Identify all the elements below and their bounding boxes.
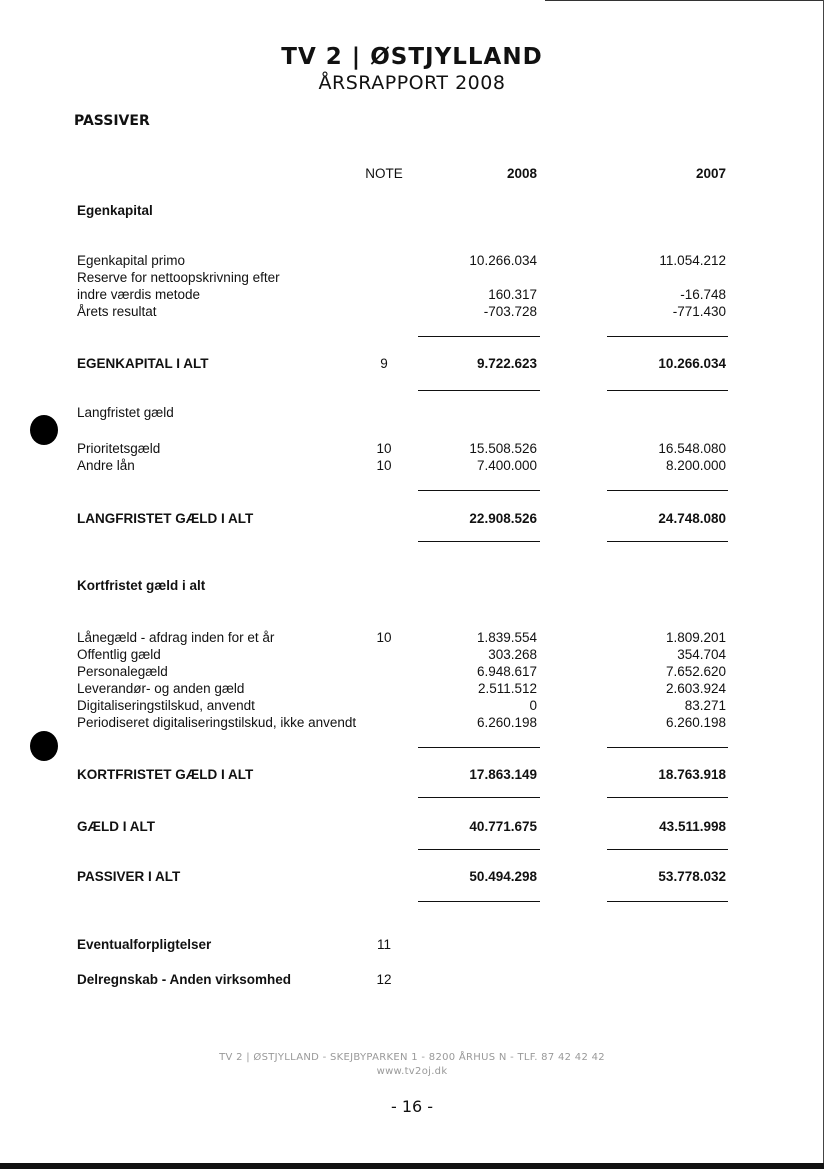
punch-hole	[30, 731, 58, 761]
row-label: Egenkapital primo	[77, 253, 186, 268]
row-label: Digitaliseringstilskud, anvendt	[77, 698, 255, 713]
page-number: - 16 -	[390, 1097, 434, 1116]
row-label: PASSIVER I ALT	[77, 869, 181, 884]
row-label: LANGFRISTET GÆLD I ALT	[77, 511, 254, 526]
column-header-2008: 2008	[506, 166, 537, 181]
total-underline	[607, 849, 728, 850]
row-value-2007: 43.511.998	[659, 819, 726, 834]
scan-edge-bottom	[0, 1163, 824, 1169]
row-note: 11	[376, 937, 391, 952]
row-value-2007: 18.763.918	[658, 767, 726, 782]
row-value-2007: 2.603.924	[665, 681, 726, 696]
row-value-2007: -16.748	[680, 287, 726, 302]
row-value-2007: 354.704	[677, 647, 726, 662]
row-note: 10	[376, 458, 392, 473]
row-value-2008: -703.728	[483, 304, 537, 319]
row-value-2007: 1.809.201	[665, 630, 726, 645]
row-note: 10	[376, 630, 392, 645]
row-value-2008: 9.722.623	[476, 356, 537, 371]
row-label: Reserve for nettoopskrivning efter	[77, 270, 280, 285]
total-underline	[607, 541, 728, 542]
row-label: KORTFRISTET GÆLD I ALT	[77, 767, 254, 782]
row-label: Egenkapital	[77, 203, 153, 218]
total-underline	[607, 797, 728, 798]
row-value-2007: 53.778.032	[658, 869, 726, 884]
row-label: Eventualforpligtelser	[77, 937, 212, 952]
total-underline	[418, 747, 540, 748]
footer-website: www.tv2oj.dk	[376, 1066, 448, 1077]
row-value-2008: 50.494.298	[469, 869, 537, 884]
row-value-2008: 40.771.675	[469, 819, 537, 834]
total-underline	[418, 901, 540, 902]
row-value-2008: 10.266.034	[469, 253, 537, 268]
row-value-2008: 6.948.617	[476, 664, 537, 679]
report-subtitle: ÅRSRAPPORT 2008	[318, 72, 506, 94]
row-label: Langfristet gæld	[77, 405, 174, 420]
row-label: Lånegæld - afdrag inden for et år	[77, 630, 275, 645]
total-underline	[607, 390, 728, 391]
row-label: Prioritetsgæld	[77, 441, 161, 456]
total-underline	[418, 490, 540, 491]
total-underline	[607, 747, 728, 748]
row-label: GÆLD I ALT	[77, 819, 155, 834]
row-label: Årets resultat	[77, 304, 157, 319]
row-label: Andre lån	[77, 458, 135, 473]
section-title: PASSIVER	[74, 113, 150, 129]
row-value-2007: 11.054.212	[659, 253, 726, 268]
punch-hole	[30, 415, 58, 445]
row-value-2007: 7.652.620	[665, 664, 726, 679]
row-label: Kortfristet gæld i alt	[77, 578, 206, 593]
row-note: 12	[376, 972, 392, 987]
row-label: Leverandør- og anden gæld	[77, 681, 245, 696]
row-value-2008: 0	[529, 698, 537, 713]
column-header-note: NOTE	[365, 166, 403, 181]
total-underline	[607, 901, 728, 902]
row-note: 10	[376, 441, 392, 456]
row-value-2008: 22.908.526	[469, 511, 537, 526]
total-underline	[607, 490, 728, 491]
total-underline	[418, 390, 540, 391]
row-value-2008: 17.863.149	[469, 767, 537, 782]
total-underline	[418, 541, 540, 542]
row-label: Personalegæld	[77, 664, 168, 679]
row-value-2007: 10.266.034	[658, 356, 726, 371]
row-value-2007: -771.430	[672, 304, 726, 319]
total-underline	[418, 849, 540, 850]
row-value-2007: 16.548.080	[658, 441, 726, 456]
column-header-2007: 2007	[695, 166, 726, 181]
footer-address: TV 2 | ØSTJYLLAND - SKEJBYPARKEN 1 - 8200 ÅRHUS N - TLF. 87 42 42 42	[219, 1052, 605, 1063]
row-value-2008: 2.511.512	[477, 681, 537, 696]
row-value-2007: 6.260.198	[665, 715, 726, 730]
report-title: TV 2 | ØSTJYLLAND	[281, 44, 543, 70]
row-value-2008: 1.839.554	[476, 630, 537, 645]
row-label: Delregnskab - Anden virksomhed	[77, 972, 292, 987]
row-value-2007: 8.200.000	[665, 458, 726, 473]
row-value-2008: 160.317	[488, 287, 537, 302]
row-value-2008: 7.400.000	[476, 458, 537, 473]
total-underline	[418, 797, 540, 798]
row-value-2007: 83.271	[684, 698, 726, 713]
row-label: indre værdis metode	[77, 287, 201, 302]
total-underline	[418, 336, 540, 337]
scan-edge-top	[545, 0, 824, 1]
row-label: Periodiseret digitaliseringstilskud, ikke anvendt	[77, 715, 357, 730]
row-note: 9	[380, 356, 388, 371]
row-value-2007: 24.748.080	[658, 511, 726, 526]
row-value-2008: 15.508.526	[469, 441, 537, 456]
total-underline	[607, 336, 728, 337]
row-value-2008: 303.268	[488, 647, 537, 662]
row-label: Offentlig gæld	[77, 647, 161, 662]
row-label: EGENKAPITAL I ALT	[77, 356, 209, 371]
row-value-2008: 6.260.198	[476, 715, 537, 730]
